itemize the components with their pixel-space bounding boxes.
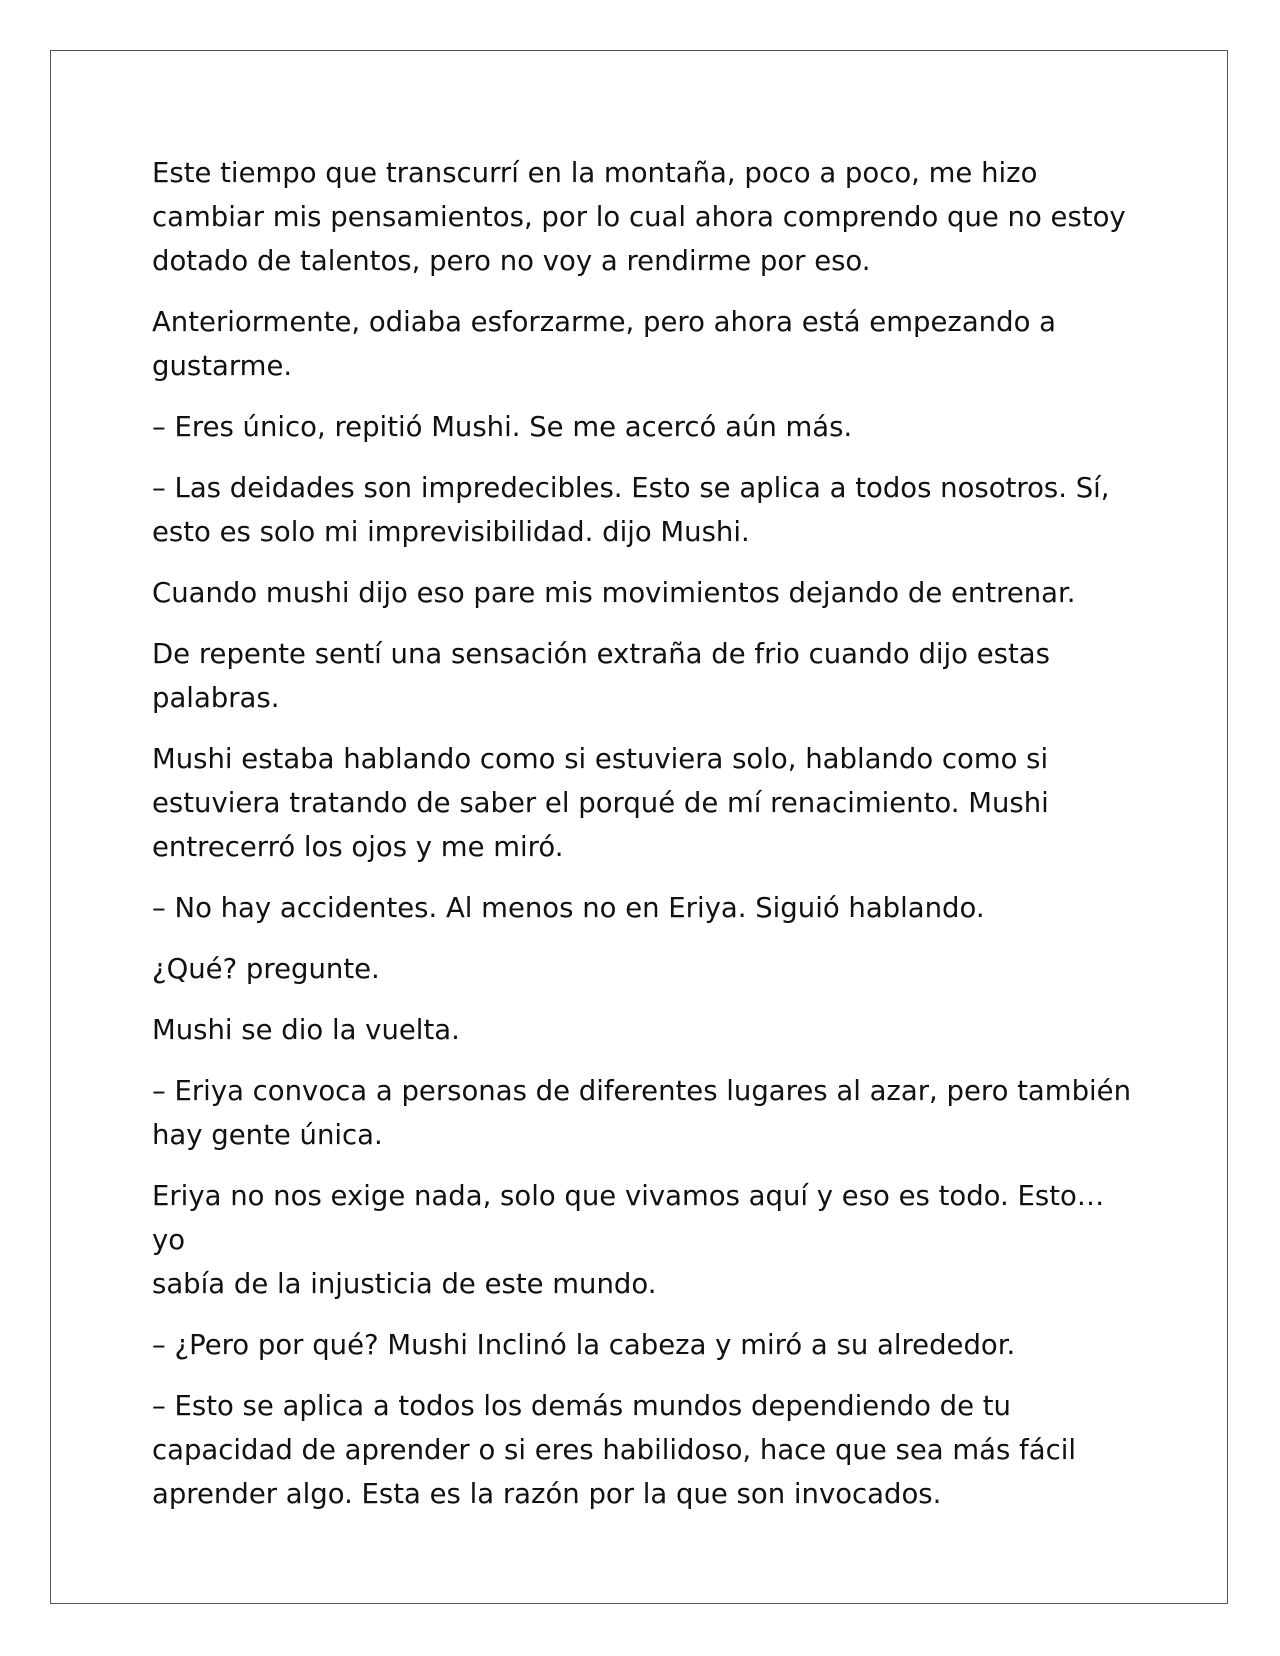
document-body xyxy=(152,151,1132,1533)
paragraph: – Esto se aplica a todos los demás mundos dependiendo de tu capacidad de aprender o si eres habilidoso, hace que sea más fácil aprender algo. Esta es la razón por la que son invocados. xyxy=(152,1390,1076,1510)
paragraph: Anteriormente, odiaba esforzarme, pero ahora está empezando a gustarme. xyxy=(152,306,1056,382)
paragraph: – ¿Pero por qué? Mushi Inclinó la cabeza y miró a su alrededor. xyxy=(152,1329,1016,1361)
paragraph: – No hay accidentes. Al menos no en Eriya. Siguió hablando. xyxy=(152,892,985,924)
paragraph: – Las deidades son impredecibles. Esto se aplica a todos nosotros. Sí, esto es solo mi imprevisibilidad. dijo Mushi. xyxy=(152,472,1110,548)
page-frame xyxy=(50,50,1228,1604)
paragraph: Mushi estaba hablando como si estuviera solo, hablando como si estuviera tratando de saber el porqué de mí renacimiento. Mushi entrecerró los ojos y me miró. xyxy=(152,743,1049,863)
paragraph: ¿Qué? pregunte. xyxy=(152,953,380,985)
paragraph: Eriya no nos exige nada, solo que vivamos aquí y eso es todo. Esto… yo sabía de la injusticia de este mundo. xyxy=(152,1180,1105,1300)
paragraph: – Eriya convoca a personas de diferentes lugares al azar, pero también hay gente única. xyxy=(152,1075,1132,1151)
paragraph: Mushi se dio la vuelta. xyxy=(152,1014,460,1046)
paragraph: – Eres único, repitió Mushi. Se me acercó aún más. xyxy=(152,411,853,443)
paragraph: De repente sentí una sensación extraña de frio cuando dijo estas palabras. xyxy=(152,638,1050,714)
paragraph: Cuando mushi dijo eso pare mis movimientos dejando de entrenar. xyxy=(152,577,1076,609)
paragraph: Este tiempo que transcurrí en la montaña, poco a poco, me hizo cambiar mis pensamientos, por lo cual ahora comprendo que no estoy dotado de talentos, pero no voy a rendirme por eso. xyxy=(152,157,1126,277)
